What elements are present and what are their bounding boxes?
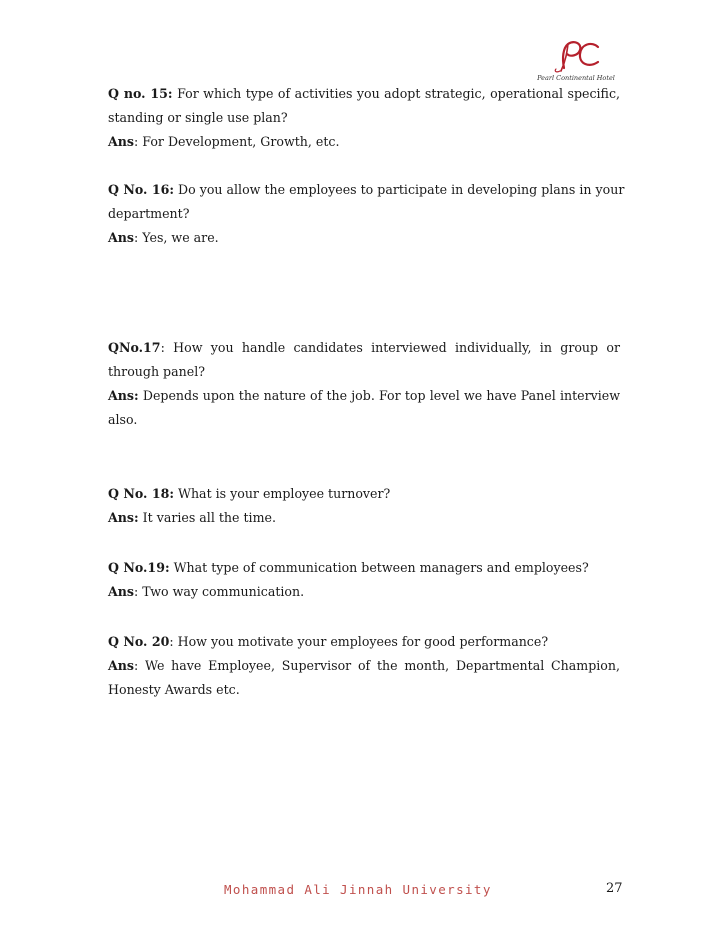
qa-item-20: [108, 630, 620, 702]
question-text: How you handle candidates interviewed individually, in group or: [173, 340, 620, 355]
question-line: [108, 556, 620, 580]
logo-caption: Pearl Continental Hotel: [537, 74, 615, 82]
question-line: [108, 482, 620, 506]
question-label: Q No. 20: [108, 634, 170, 649]
qa-item-15: [108, 82, 620, 154]
answer-line: [108, 506, 620, 530]
answer-line: [108, 130, 620, 154]
answer-line: Honesty Awards etc.: [108, 682, 240, 697]
qa-document-body: [108, 82, 625, 702]
qa-item-19: [108, 556, 620, 604]
question-text: What type of communication between managers and employees?: [169, 560, 589, 575]
answer-label: Ans: [108, 584, 135, 599]
question-label: QNo.17: [108, 340, 161, 355]
answer-label: Ans: [108, 134, 135, 149]
question-line: [108, 630, 620, 654]
question-line: department?: [108, 206, 190, 221]
question-text: How you motivate your employees for good performance?: [173, 634, 549, 649]
question-line: standing or single use plan?: [108, 110, 288, 125]
footer-university-name: Mohammad Ali Jinnah University: [224, 882, 492, 897]
pc-monogram-icon: [534, 38, 618, 76]
question-separator: :: [169, 634, 174, 649]
answer-label: Ans:: [108, 388, 139, 403]
answer-separator: :: [134, 584, 139, 599]
question-text: Do you allow the employees to participate in developing plans in your: [178, 182, 625, 197]
answer-label: Ans: [108, 658, 135, 673]
answer-separator: :: [134, 134, 139, 149]
answer-line: [108, 226, 620, 250]
answer-text: We have Employee, Supervisor of the month, Departmental Champion,: [145, 658, 620, 673]
answer-label: Ans: [108, 230, 135, 245]
answer-label: Ans:: [108, 510, 139, 525]
question-label: Q No. 18:: [108, 486, 174, 501]
answer-line: also.: [108, 412, 138, 427]
page-number: 27: [606, 881, 623, 896]
answer-line: [108, 384, 620, 408]
question-text: For which type of activities you adopt strategic, operational specific,: [177, 86, 621, 101]
answer-text: For Development, Growth, etc.: [138, 134, 340, 149]
answer-text: It varies all the time.: [138, 510, 276, 525]
answer-line: [108, 580, 620, 604]
answer-separator: :: [134, 230, 139, 245]
question-label: Q no. 15:: [108, 86, 173, 101]
question-line: [108, 178, 625, 202]
qa-item-16: [108, 178, 625, 250]
qa-item-17: [108, 336, 620, 432]
question-line: [108, 336, 620, 360]
answer-separator: :: [134, 658, 139, 673]
hotel-logo: [534, 38, 618, 84]
qa-item-18: [108, 482, 620, 530]
question-separator: :: [160, 340, 165, 355]
question-label: Q No. 16:: [108, 182, 174, 197]
question-line: [108, 82, 620, 106]
answer-text: Yes, we are.: [138, 230, 219, 245]
question-line: through panel?: [108, 364, 205, 379]
question-text: What is your employee turnover?: [174, 486, 391, 501]
answer-line: [108, 654, 620, 678]
answer-text: Two way communication.: [138, 584, 305, 599]
question-label: Q No.19:: [108, 560, 170, 575]
answer-text: Depends upon the nature of the job. For top level we have Panel interview: [142, 388, 620, 403]
